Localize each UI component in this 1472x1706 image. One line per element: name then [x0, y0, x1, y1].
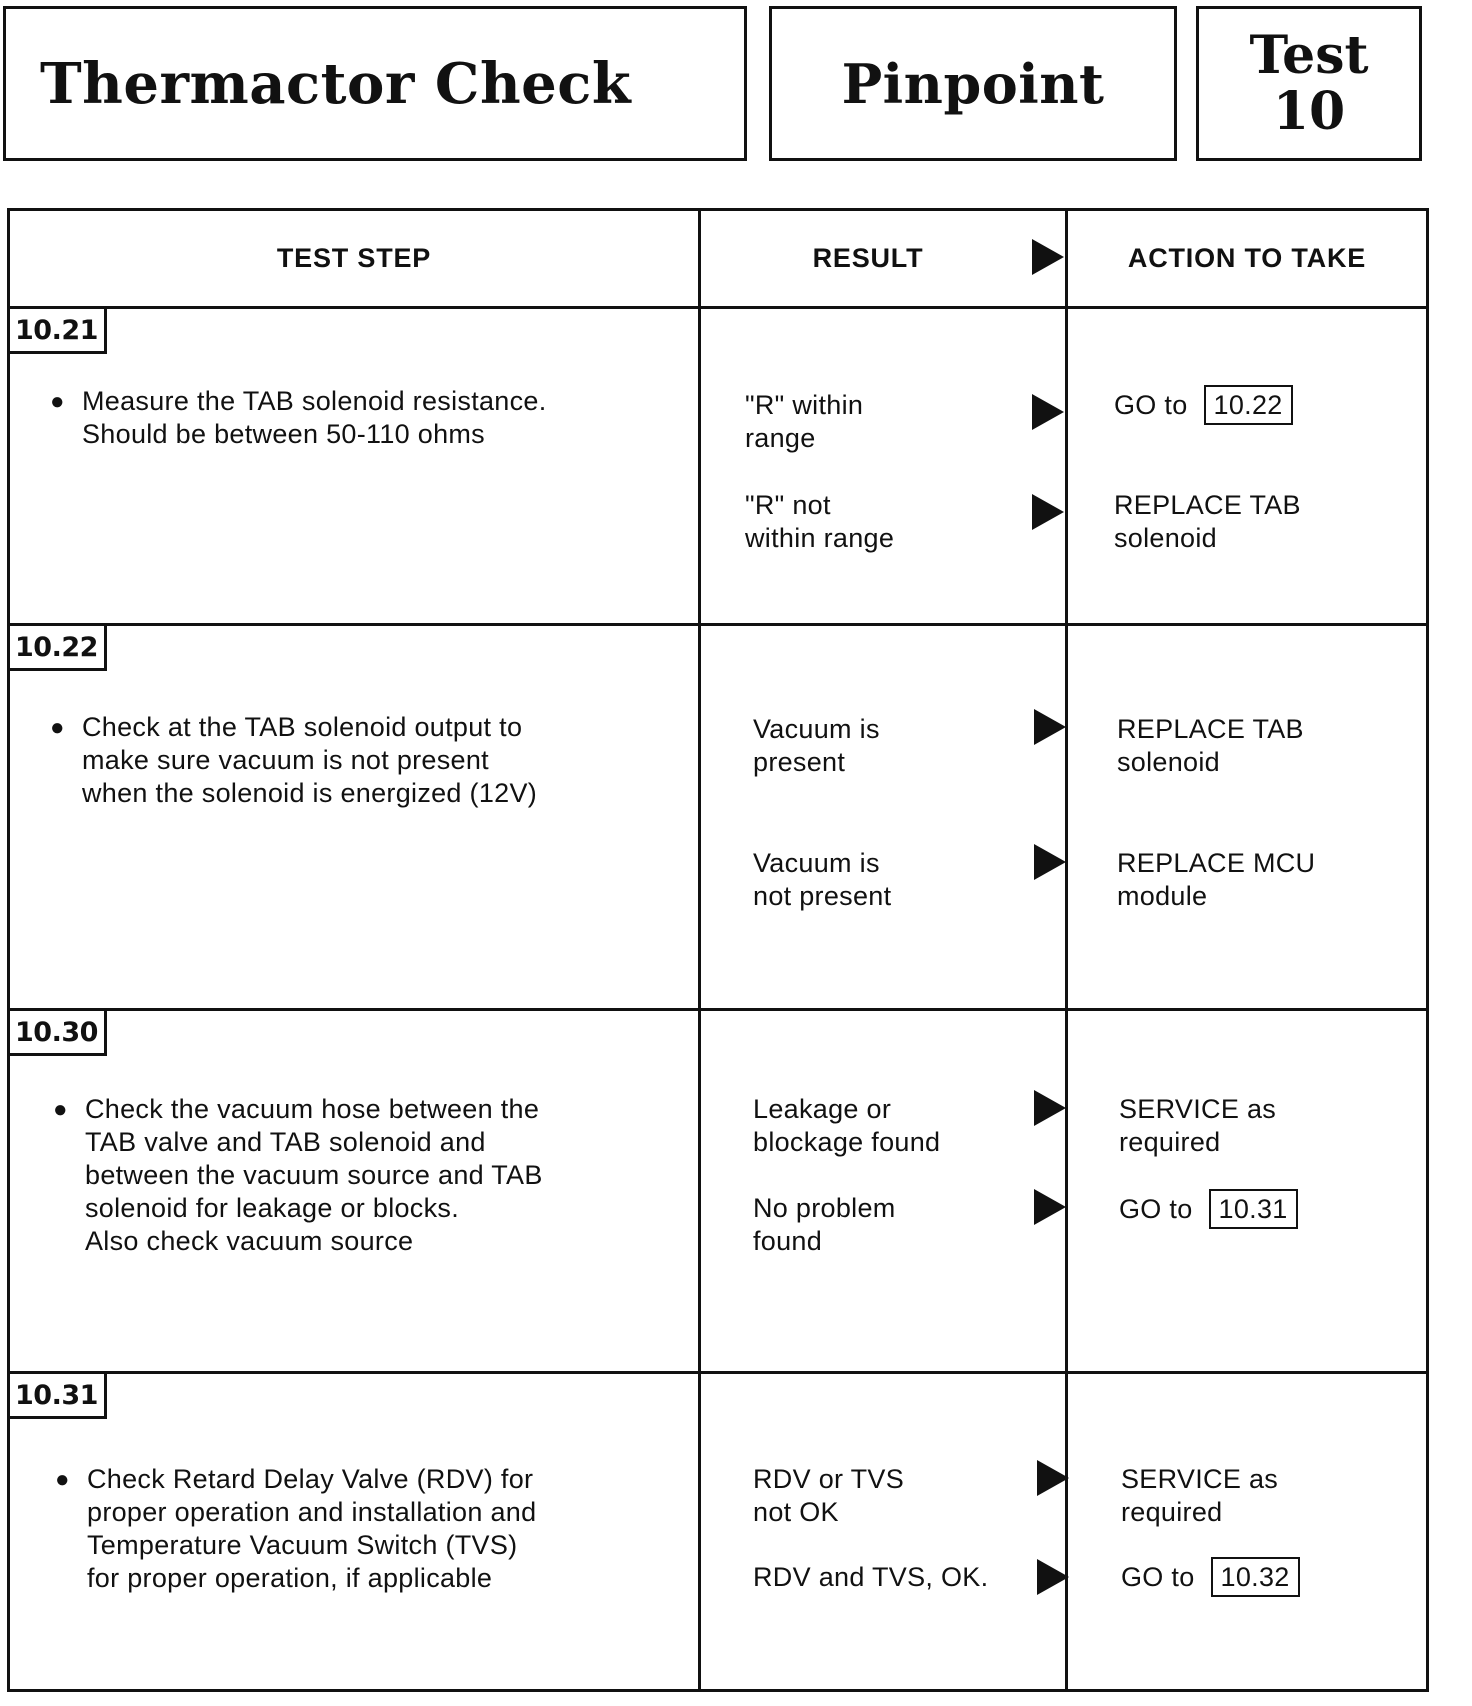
- bullet-icon: ●: [50, 388, 65, 415]
- action-line: solenoid: [1117, 747, 1220, 777]
- row-divider: [10, 1008, 1426, 1011]
- column-header-result: RESULT: [812, 243, 924, 273]
- bullet-icon: ●: [55, 1466, 70, 1493]
- result-line: present: [753, 747, 846, 777]
- instruction-line: TAB valve and TAB solenoid and: [85, 1127, 486, 1157]
- instruction-line: between the vacuum source and TAB: [85, 1160, 543, 1190]
- instruction-line: Should be between 50-110 ohms: [82, 419, 485, 449]
- section-label: Pinpoint: [841, 51, 1105, 116]
- action-line: required: [1119, 1127, 1221, 1157]
- result-text: [753, 847, 891, 913]
- instruction-line: Check Retard Delay Valve (RDV) for: [87, 1464, 534, 1494]
- step-number: 10.30: [10, 1011, 107, 1056]
- arrow-icon: [1032, 239, 1064, 275]
- result-line: within range: [745, 523, 895, 553]
- goto-step-reference[interactable]: 10.31: [1209, 1189, 1298, 1229]
- section-box: [769, 6, 1177, 161]
- result-line: Leakage or: [753, 1094, 892, 1124]
- result-line: No problem: [753, 1193, 896, 1223]
- step-number: 10.31: [10, 1374, 107, 1419]
- goto-step-reference[interactable]: 10.22: [1204, 385, 1293, 425]
- column-divider: [698, 211, 701, 1689]
- step-instruction: [55, 1463, 536, 1595]
- instruction-line: Measure the TAB solenoid resistance.: [82, 386, 547, 416]
- result-line: not present: [753, 881, 892, 911]
- arrow-icon: [1034, 709, 1066, 745]
- action-line: required: [1121, 1497, 1223, 1527]
- instruction-line: solenoid for leakage or blocks.: [85, 1193, 460, 1223]
- step-instruction: [53, 1093, 543, 1258]
- title-box: [3, 6, 747, 161]
- result-line: Vacuum is: [753, 848, 880, 878]
- bullet-icon: ●: [50, 714, 65, 741]
- result-line: "R" not: [745, 490, 831, 520]
- action-text: [1117, 847, 1315, 913]
- row-divider: [10, 623, 1426, 626]
- action-text: [1114, 385, 1293, 425]
- arrow-icon: [1032, 394, 1064, 430]
- test-number: 10: [1272, 80, 1346, 142]
- action-text: [1121, 1557, 1300, 1597]
- page-title: Thermactor Check: [40, 50, 632, 117]
- instruction-line: when the solenoid is energized (12V): [82, 778, 538, 808]
- action-line: solenoid: [1114, 523, 1217, 553]
- result-text: [753, 713, 880, 779]
- step-number: 10.21: [10, 309, 107, 354]
- result-line: not OK: [753, 1497, 839, 1527]
- column-header-test-step: TEST STEP: [276, 243, 432, 273]
- step-number: 10.22: [10, 626, 107, 671]
- result-line: Vacuum is: [753, 714, 880, 744]
- arrow-icon: [1034, 844, 1066, 880]
- arrow-icon: [1034, 1189, 1066, 1225]
- step-instruction: [50, 711, 537, 810]
- result-text: [753, 1093, 940, 1159]
- action-line: REPLACE MCU: [1117, 848, 1316, 878]
- arrow-icon: [1037, 1559, 1069, 1595]
- result-text: [753, 1463, 904, 1529]
- action-line: SERVICE as: [1121, 1464, 1279, 1494]
- column-header-action: ACTION TO TAKE: [1127, 243, 1367, 273]
- instruction-line: Check at the TAB solenoid output to: [82, 712, 523, 742]
- row-divider: [10, 1371, 1426, 1374]
- instruction-line: make sure vacuum is not present: [82, 745, 489, 775]
- action-text: [1119, 1189, 1298, 1229]
- test-number-box: [1196, 6, 1422, 161]
- action-line: REPLACE TAB: [1114, 490, 1301, 520]
- action-line: GO to: [1121, 1561, 1195, 1592]
- result-text: [745, 489, 894, 555]
- arrow-icon: [1032, 494, 1064, 530]
- result-line: RDV and TVS, OK.: [753, 1562, 989, 1592]
- action-text: [1117, 713, 1304, 779]
- result-line: blockage found: [753, 1127, 941, 1157]
- step-instruction: [50, 385, 547, 451]
- result-text: [745, 389, 863, 455]
- bullet-icon: ●: [53, 1096, 68, 1123]
- action-text: [1119, 1093, 1276, 1159]
- instruction-line: Also check vacuum source: [85, 1226, 414, 1256]
- result-line: RDV or TVS: [753, 1464, 905, 1494]
- goto-step-reference[interactable]: 10.32: [1211, 1557, 1300, 1597]
- action-line: SERVICE as: [1119, 1094, 1277, 1124]
- result-line: "R" within: [745, 390, 864, 420]
- instruction-line: Temperature Vacuum Switch (TVS): [87, 1530, 518, 1560]
- action-line: REPLACE TAB: [1117, 714, 1304, 744]
- result-line: found: [753, 1226, 823, 1256]
- instruction-line: Check the vacuum hose between the: [85, 1094, 540, 1124]
- action-line: module: [1117, 881, 1208, 911]
- action-text: [1114, 489, 1301, 555]
- result-line: range: [745, 423, 816, 453]
- arrow-icon: [1034, 1090, 1066, 1126]
- result-text: [753, 1192, 896, 1258]
- instruction-line: for proper operation, if applicable: [87, 1563, 493, 1593]
- instruction-line: proper operation and installation and: [87, 1497, 537, 1527]
- test-label: Test: [1249, 24, 1369, 86]
- action-line: GO to: [1119, 1193, 1193, 1224]
- action-text: [1121, 1463, 1278, 1529]
- action-line: GO to: [1114, 389, 1188, 420]
- test-table: [7, 208, 1429, 1692]
- row-divider: [10, 306, 1426, 309]
- arrow-icon: [1037, 1460, 1069, 1496]
- result-text: [753, 1561, 988, 1594]
